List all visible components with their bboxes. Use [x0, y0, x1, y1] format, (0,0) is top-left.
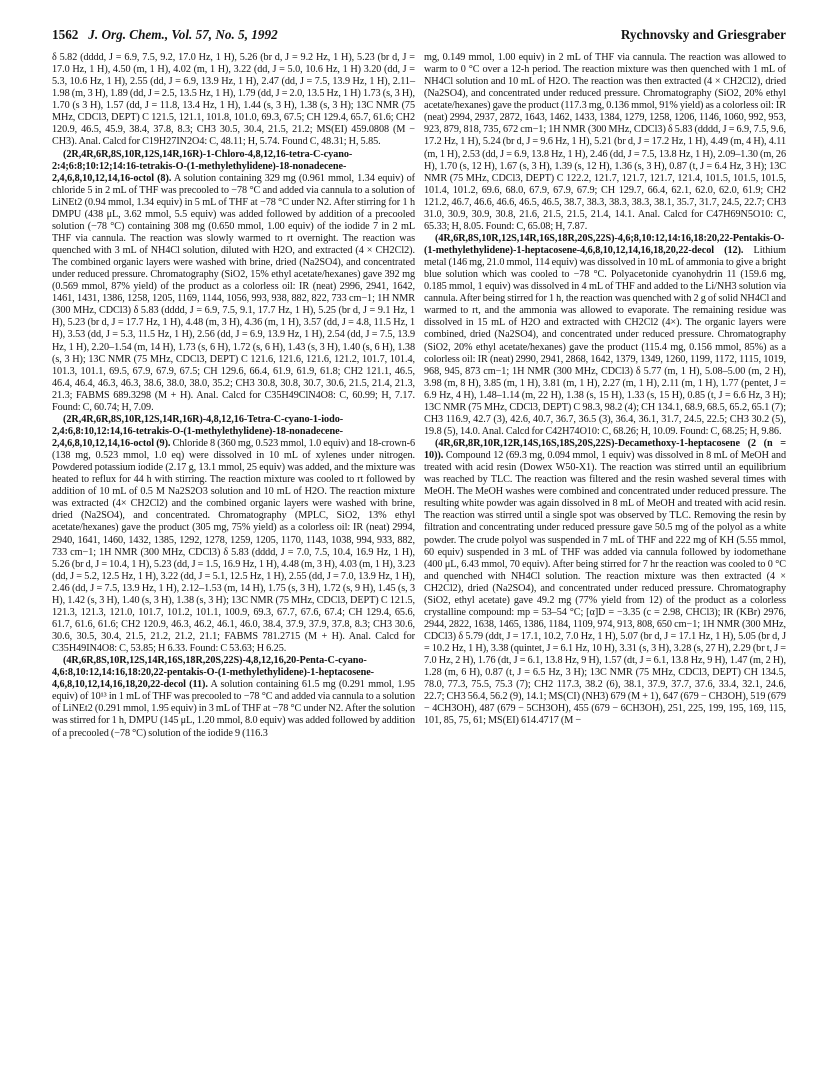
paragraph — [424, 52, 786, 233]
paragraph-body: Chloride 8 (360 mg, 0.523 mmol, 1.0 equiv) and 18-crown-6 (138 mg, 0.523 mmol, 1.0 eq) were dissolved in 10 mL of xylenes under nitrogen. Powdered potassium iodide (2.17 g, 13.1 mmol, 25 equiv) was added, and the mixture was heated to reflux for 44 h with stirring. The reaction mixture was cooled to rt followed by addition of 10 mL of 0.5 M Na2S2O3 solution and 10 mL of H2O. The reaction mixture was extracted (4× CH2Cl2) and the combined organic layers were washed with brine, dried (Na2SO4), and concentrated. Chromatography (MPLC, SiO2, 13% ethyl acetate/hexanes) gave the product (305 mg, 75% yield) as a colorless oil: IR (neat) 2994, 2940, 1641, 1460, 1432, 1385, 1292, 1278, 1259, 1205, 1170, 1143, 1038, 994, 933, 882, 733 cm−1; 1H NMR (300 MHz, CDCl3) δ 5.83 (dddd, J = 7.0, 7.5, 10.4, 16.9 Hz, 1 H), 5.26 (br d, J = 10.4, 1 H), 5.23 (dd, J = 1.5, 16.9 Hz, 1 H), 4.48 (m, 3 H), 4.03 (m, 1 H), 3.23 (dd, J = 5.2, 12.5 Hz, 1 H), 3.22 (dd, J = 5.1, 12.5 Hz, 1 H), 2.55 (dd, J = 7.0, 13.9 Hz, 1 H), 2.46 (dd, J = 7.5, 13.9 Hz, 1 H), 2.12–1.53 (m, 14 H), 1.75 (s, 3 H), 1.72 (s, 9 H), 1.45 (s, 3 H), 1.42 (s, 3 H), 1.40 (s, 3 H), 1.38 (s, 3 H); 13C NMR (75 MHz, CDCl3, DEPT) C 121.5, 121.3, 121.3, 121.0, 101.7, 101.2, 101.1, 100.9, 69.3, 67.7, 67.6, 67.4; CH 129.4, 65.6, 61.7, 61.6, 61.6; CH2 120.9, 46.3, 46.2, 46.1, 46.0, 38.4, 37.9, 37.9, 37.8, 8.3; CH3 30.6, 30.6, 30.5, 30.4, 21.5, 21.2, 21.2, 21.1; FABMS 781.2715 (M + H). Anal. Calcd for C35H49IN4O8: C, 53.85; H 6.33. Found: C 53.63; H 6.25. — [52, 438, 415, 655]
paragraph-body: A solution containing 329 mg (0.961 mmol, 1.34 equiv) of chloride 5 in 2 mL of THF was precooled to −78 °C and added via cannula to a solution of LiNEt2 (0.94 mmol, 1.34 equiv) in 5 mL of THF at −78 °C under N2. After stirring for 1 h DMPU (438 μL, 3.62 mmol, 5.5 equiv) was added followed by addition of a precooled solution (−78 °C) containing 308 mg (0.650 mmol, 1.00 equiv) of the iodide 7 in 2 mL THF via cannula. The reaction was slowly warmed to rt overnight. The reaction was quenched with 3 mL of NH4Cl solution, diluted with H2O, and extracted (4 × CH2Cl2). The combined organic layers were washed with brine, dried (Na2SO4), and concentrated under reduced pressure. Chromatography (SiO2, 15% ethyl acetate/hexanes) gave 392 mg (0.569 mmol, 87% yield) of the product as a colorless oil: IR (neat) 2996, 2941, 1642, 1461, 1431, 1386, 1258, 1205, 1169, 1144, 1056, 993, 938, 882, 822, 733 cm−1; 1H NMR (300 MHz, CDCl3) δ 5.83 (dddd, J = 6.9, 7.5, 9.1, 17.7 Hz, 1 H), 5.25 (br d, J = 9.1 Hz, 1 H), 5.23 (br d, J = 17.7 Hz, 1 H), 4.48 (m, 3 H), 4.36 (m, 1 H), 3.57 (dd, J = 4.8, 11.5 Hz, 1 H), 3.53 (dd, J = 5.3, 11.5 Hz, 1 H), 2.56 (dd, J = 6.9, 13.9 Hz, 1 H), 2.54 (dd, J = 7.5, 13.9 Hz, 1 H), 2.20–1.54 (m, 14 H), 1.73 (s, 6 H), 1.72 (s, 6 H), 1.43 (s, 3 H), 1.40 (s, 6 H), 1.38 (s, 3 H); 13C NMR (75 MHz, CDCl3, DEPT) C 121.6, 121.6, 121.6, 121.2, 101.7, 101.4, 101.3, 101.1, 69.5, 67.9, 67.9, 67.5; CH 129.6, 66.4, 61.9, 61.9, 61.8; CH2 121.1, 46.5, 46.4, 46.4, 46.3, 46.3, 38.6, 38.0, 38.0, 35.2; CH3 30.8, 30.8, 30.7, 30.6, 21.5, 21.4, 21.3, 21.3; FABMS 689.3298 (M + H). Anal. Calcd for C35H49ClN4O8: C, 60.99; H, 7.17. Found: C, 60.74; H, 7.09. — [52, 172, 415, 413]
left-column — [52, 52, 415, 740]
journal-citation: J. Org. Chem., Vol. 57, No. 5, 1992 — [88, 27, 278, 42]
paragraph — [424, 233, 786, 438]
running-head-left — [52, 27, 278, 43]
compound-heading: (2R,4R,6R,8S,10R,12S,14R,16R)-4,8,12,16-Tetra-C-cyano-1-iodo-2,4:6,8:10,12:14,16-tetrakis-O-(1-methylethylidene)-18-nonadecene-2,4,6,8,10,12,14,16-octol (9). — [52, 413, 344, 449]
compound-heading: (4R,6R,8S,10R,12S,14R,16S,18R,20S,22S)-4,6;8,10:12,14:16,18:20,22-Pentakis-O-(1-methylethylidene)-1-heptacosene-4,6,8,10,12,14,16,18,20,22-decol (12). — [424, 232, 785, 256]
compound-heading: (2R,4R,6R,8S,10R,12S,14R,16R)-1-Chloro-4,8,12,16-tetra-C-cyano-2:4;6:8;10:12;14:16-tetrakis-O-(1-methylethylidene)-18-nonadecene-2,4,6,8,10,12,14,16-octol (8). — [52, 148, 353, 184]
paragraph-body: δ 5.82 (dddd, J = 6.9, 7.5, 9.2, 17.0 Hz, 1 H), 5.26 (br d, J = 9.2 Hz, 1 H), 5.23 (br d, J = 17.0 Hz, 1 H), 4.50 (m, 1 H), 4.02 (m, 1 H), 3.22 (dd, J = 5.0, 10.6 Hz, 1 H) 3.20 (dd, J = 5.3, 10.6 Hz, 1 H), 2.55 (dd, J = 6.9, 13.9 Hz, 1 H), 2.47 (dd, J = 7.5, 13.9 Hz, 1 H), 2.11–1.98 (m, 3 H), 1.89 (dd, J = 2.5, 13.5 Hz, 1 H), 1.79 (dd, J = 2.0, 13.5 Hz, 1 H) 1.73 (s, 3 H), 1.70 (s 3 H), 1.57 (dd, J = 11.8, 13.4 Hz, 1 H), 1.44 (s, 3 H), 1.38 (s, 3 H); 13C NMR (75 MHz, CDCl3, DEPT) C 121.5, 121.1, 101.8, 101.0, 69.3, 67.5; CH 129.4, 65.7, 61.6; CH2 120.9, 46.5, 45.9, 38.4, 37.8, 8.3; CH3 30.5, 30.4, 21.5, 21.2; MS(EI) 459.0808 (M − CH3). Anal. Calcd for C19H27IN2O4: C, 48.11; H, 5.74. Found C, 48.31; H, 5.85. — [52, 52, 415, 148]
paragraph — [424, 438, 786, 728]
paragraph-body: Lithium metal (146 mg, 21.0 mmol, 114 equiv) was dissolved in 10 mL of ammonia to give a bright blue solution which was cooled to −78 °C. Polyacetonide cyanohydrin 11 (159.6 mg, 0.185 mmol, 1 equiv) was dissolved in 4 mL of THF and added to the Li/NH3 solution via cannula. After being stirred for 1 h, the reaction was quenched with 2 g of solid NH4Cl and warmed to rt, and the ammonia was allowed to evaporate. The remaining residue was dissolved in 15 mL of H2O and extracted with CH2Cl2 (4×). The organic layers were combined, dried (Na2SO4), and concentrated under reduced pressure. Chromatography (SiO2, 20% ethyl acetate/hexanes) gave the product (115.4 mg, 0.156 mmol, 85%) as a colorless oil: IR (neat) 2990, 2941, 2868, 1642, 1379, 1349, 1260, 1199, 1172, 1115, 1019, 968, 945, 873 cm−1; 1H NMR (300 MHz, CDCl3) δ 5.77 (m, 1 H), 5.08–5.00 (m, 2 H), 3.98 (m, 8 H), 3.85 (m, 1 H), 3.81 (m, 1 H), 2.27 (m, 1 H), 2.11 (m, 1 H), 1.77 (pentet, J = 6.9 Hz, 4 H), 1.48–1.14 (m, 22 H), 1.38 (s, 15 H), 1.33 (s, 15 H), 0.85 (t, J = 6.6 Hz, 3 H); 13C NMR (75 MHz, CDCl3, DEPT) C 98.3, 98.2 (4); CH 134.1, 68.9, 68.5, 65.2, 65.1 (7); CH3 116.9, 42.7 (3), 42.6, 40.7, 36.7, 36.5 (3), 36.4, 36.1, 31.7, 24.5, 22.5; CH3 30.2 (5), 19.8 (5), 14.0. Anal. Calcd for C42H74O10: C, 68.26; H, 10.09. Found: C, 68.25; H, 9.86. — [424, 245, 786, 437]
paragraph-body: A solution containing 61.5 mg (0.291 mmol, 1.95 equiv) of 10¹³ in 1 mL of THF was precooled to −78 °C and added via cannula to a solution of LiNEt2 (0.291 mmol, 1.95 equiv) in 3 mL of THF at −78 °C under N2. After the solution was stirred for 1 h, DMPU (145 μL, 1.20 mmol, 8.0 equiv) was added followed by addition of a precooled (−78 °C) solution of the iodide 9 (116.3 — [52, 679, 415, 739]
compound-heading: (4R,6R,8R,10R,12R,14S,16S,18S,20S,22S)-Decamethoxy-1-heptacosene (2 (n = 10)). — [424, 438, 786, 462]
compound-heading: (4R,6R,8S,10R,12S,14R,16S,18R,20S,22S)-4,8,12,16,20-Penta-C-cyano-4,6:8,10:12,14:16,18:20,22-pentakis-O-(1-methylethylidene)-1-heptacosene-4,6,8,10,12,14,16,18,20,22-decol (11). — [52, 655, 375, 691]
paragraph-body: Compound 12 (69.3 mg, 0.094 mmol, 1 equiv) was dissolved in 8 mL of MeOH and treated with acid resin (Dowex W50-X1). The reaction was stirred until an equilibrium was reached by TLC. The reaction was filtered and the resin washed several times with MeOH. The MeOH washes were combined and concentrated under reduced pressure. The resulting white powder was again dissolved in 8 mL of MeOH and treated with acid resin. The reaction was stirred until a single spot was observed by TLC. Removing the resin by filtration and concentrating under reduced pressure gave 50.5 mg of the polyol as a white powder. The crude polyol was suspended in 7 mL of THF and 222 mg of KH (5.55 mmol, 60 equiv) suspended in 3 mL of THF was added via cannula followed by iodomethane (400 μL, 6.43 mmol, 70 equiv). After being stirred for 7 hr the reaction was cooled to 0 °C and quenched with NH4Cl solution. The reaction mixture was then extracted (4 × CH2Cl2), dried (Na2SO4), and concentrated under reduced pressure. Chromatography (SiO2, ethyl acetate) gave 49.2 mg (77% yield from 12) of the product as a colorless crystalline compound: mp = 53–54 °C; [α]D = −3.35 (c = 2.98, CHCl3); IR (KBr) 2976, 2944, 2822, 1638, 1465, 1386, 1184, 1109, 974, 913, 808, 650 cm−1; 1H NMR (300 MHz, CDCl3) δ 5.79 (ddt, J = 17.1, 10.2, 7.0 Hz, 1 H), 5.07 (br d, J = 17.1 Hz, 1 H), 5.05 (br d, J = 10.2 Hz, 1 H), 3.38 (quintet, J = 6.1 Hz, 10 H), 3.31 (s, 3 H), 3.28 (s, 27 H), 2.29 (br t, J = 7.0 Hz, 2 H), 1.76 (dt, J = 6.1, 13.8 Hz, 9 H), 1.57 (dt, J = 6.1, 13.8 Hz, 9 H), 1.47 (m, 2 H), 1.28 (m, 6 H), 0.87 (t, J = 6.5 Hz, 3 H); 13C NMR (75 MHz, CDCl3, DEPT) CH 134.5, 78.0, 77.3, 75.5, 75.3 (7); CH2 117.3, 38.2 (6), 38.1, 37.9, 37.7, 37.6, 33.4, 32.1, 24.6, 22.7; CH3 56.4, 56.2 (9), 14.1; MS(CI) (NH3) 679 (M + 1), 647 (679 − CH3OH), 519 (679 − 4CH3OH), 487 (679 − 5CH3OH), 455 (679 − 6CH3OH), 251, 225, 199, 195, 169, 115, 101, 85, 75, 61; MS(EI) 614.4717 (M − — [424, 450, 786, 727]
paragraph — [52, 414, 415, 655]
page-number: 1562 — [52, 27, 79, 42]
paragraph — [52, 655, 415, 739]
author-names: Rychnovsky and Griesgraber — [620, 27, 786, 42]
running-head — [52, 27, 786, 45]
paragraph-body: mg, 0.149 mmol, 1.00 equiv) in 2 mL of THF via cannula. The reaction was allowed to warm to 0 °C over a 12-h period. The reaction mixture was then quenched with 1 mL of NH4Cl solution and 10 mL of H2O. The reaction was then extracted (4 × CH2Cl2), dried (Na2SO4), and concentrated under reduced pressure. Chromatography (SiO2, 20% ethyl acetate/hexanes) gave the product (117.3 mg, 0.136 mmol, 91% yield) as a colorless oil: IR (neat) 2994, 2937, 2872, 1643, 1462, 1433, 1384, 1279, 1258, 1206, 1146, 1060, 992, 953, 923, 879, 818, 735, 672 cm−1; 1H NMR (300 MHz, CDCl3) δ 5.83 (dddd, J = 6.9, 7.5, 9.6, 17.2 Hz, 1 H), 5.24 (br d, J = 9.6 Hz, 1 H), 5.21 (br d, J = 17.2 Hz, 1 H), 4.49 (m, 4 H), 4.11 (m, 1 H), 2.53 (dd, J = 6.9, 13.8 Hz, 1 H), 2.46 (dd, J = 7.5, 13.8 Hz, 1 H), 2.09–1.30 (m, 26 H), 1.70 (s, 12 H), 1.67 (s, 3 H), 1.39 (s, 12 H), 1.36 (s, 3 H), 0.87 (t, J = 6.4 Hz, 3 H); 13C NMR (75 MHz, CDCl3, DEPT) C 122.2, 121.7, 121.7, 121.7, 121.4, 101.5, 101.5, 101.5, 101.4, 101.2, 69.6, 68.0, 67.9, 67.9, 67.9; CH 129.7, 66.4, 62.1, 62.0, 62.0, 61.9; CH2 121.2, 46.7, 46.6, 46.6, 46.5, 46.5, 38.7, 38.3, 38.3, 38.3, 38.1, 35.7, 31.7, 24.5, 22.7; CH3 31.0, 30.9, 30.9, 30.8, 21.6, 21.5, 21.5, 21.4, 14.1. Anal. Calcd for C47H69N5O10: C, 65.33; H, 8.05. Found: C, 65.08; H, 7.87. — [424, 52, 786, 232]
paragraph — [52, 52, 415, 149]
right-column — [424, 52, 786, 728]
paragraph — [52, 149, 415, 414]
